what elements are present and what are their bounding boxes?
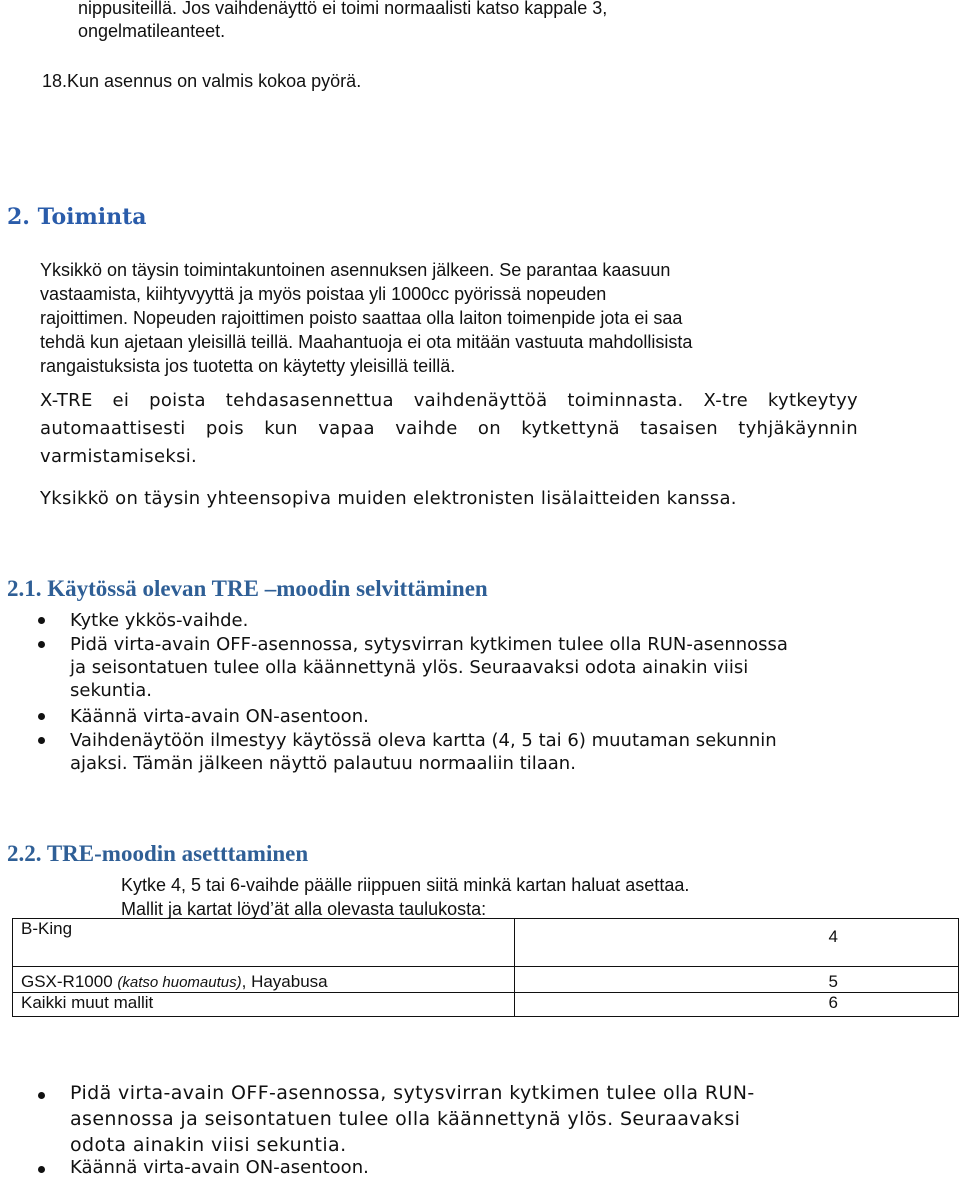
list-item: Pidä virta-avain OFF-asennossa, sytysvirran kytkimen tulee olla RUN-asennossa — [70, 634, 788, 655]
para-line: vastaamista, kiihtyvyyttä ja myös poistaa yli 1000cc pyörissä nopeuden — [40, 284, 607, 304]
table-cell-model: B-King — [13, 919, 515, 967]
bullet-dot — [38, 1092, 45, 1099]
intro-line-1: Kytke 4, 5 tai 6-vaihde päälle riippuen siitä minkä kartan haluat asettaa. — [121, 875, 690, 895]
bullet-dot — [38, 1166, 45, 1173]
table-row — [13, 967, 959, 993]
table-cell-map: 6 — [515, 993, 959, 1017]
table-row — [13, 919, 959, 967]
bullet-dot — [38, 713, 45, 720]
list-item-cont: ajaksi. Tämän jälkeen näyttö palautuu normaaliin tilaan. — [70, 753, 576, 774]
model-map-table — [12, 918, 959, 1017]
table-cell-map: 5 — [515, 967, 959, 993]
xtre-line: X-TRE ei poista tehdasasennettua vaihdenäyttöä toiminnasta. X-tre kytkeytyy — [40, 390, 858, 411]
table-row — [13, 993, 959, 1017]
para-line: Yksikkö on täysin toimintakuntoinen asennuksen jälkeen. Se parantaa kaasuun — [40, 260, 671, 280]
para-line: rangaistuksista jos tuotetta on käytetty yleisillä teillä. — [40, 356, 456, 376]
table-cell-map: 4 — [515, 919, 959, 967]
list-item: Pidä virta-avain OFF-asennossa, sytysvirran kytkimen tulee olla RUN- — [70, 1082, 755, 1104]
section-2-1-heading: 2.1. Käytössä olevan TRE –moodin selvittäminen — [7, 576, 488, 601]
list-item-cont: sekuntia. — [70, 680, 152, 701]
bullet-dot — [38, 617, 45, 624]
compat-text: Yksikkö on täysin yhteensopiva muiden elektronisten lisälaitteiden kanssa. — [40, 488, 737, 509]
note-text: (katso huomautus) — [117, 974, 242, 991]
section-2-heading: 2. Toiminta — [7, 204, 147, 230]
section-2-2-heading: 2.2. TRE-moodin asetttaminen — [7, 841, 309, 866]
list-item-cont: ja seisontatuen tulee olla käännettynä ylös. Seuraavaksi odota ainakin viisi — [70, 657, 749, 678]
list-item-cont: odota ainakin viisi sekuntia. — [70, 1134, 347, 1156]
list-item: Kytke ykkös-vaihde. — [70, 610, 249, 631]
table-cell-model: GSX-R1000 (katso huomautus), Hayabusa — [13, 967, 515, 993]
list-item-cont: asennossa ja seisontatuen tulee olla käännettynä ylös. Seuraavaksi — [70, 1108, 741, 1130]
continuation-line-2: ongelmatileanteet. — [78, 21, 226, 41]
continuation-line-1: nippusiteillä. Jos vaihdenäyttö ei toimi normaalisti katso kappale 3, — [78, 0, 608, 18]
list-item: Vaihdenäytöön ilmestyy käytössä oleva kartta (4, 5 tai 6) muutaman sekunnin — [70, 730, 777, 751]
xtre-line: automaattisesti pois kun vapaa vaihde on kytkettynä tasaisen tyhjäkäynnin — [40, 418, 858, 439]
list-item: Käännä virta-avain ON-asentoon. — [70, 706, 369, 727]
para-line: tehdä kun ajetaan yleisillä teillä. Maahantuoja ei ota mitään vastuuta mahdollisista — [40, 332, 693, 352]
bullet-dot — [38, 737, 45, 744]
bullet-dot — [38, 641, 45, 648]
list-item: Käännä virta-avain ON-asentoon. — [70, 1157, 369, 1178]
para-line: rajoittimen. Nopeuden rajoittimen poisto saattaa olla laiton toimenpide jota ei saa — [40, 308, 683, 328]
intro-line-2: Mallit ja kartat löyd’ät alla olevasta taulukosta: — [121, 899, 487, 919]
xtre-line: varmistamiseksi. — [40, 446, 198, 467]
table-cell-model: Kaikki muut mallit — [13, 993, 515, 1017]
step-18: 18.Kun asennus on valmis kokoa pyörä. — [42, 71, 362, 91]
